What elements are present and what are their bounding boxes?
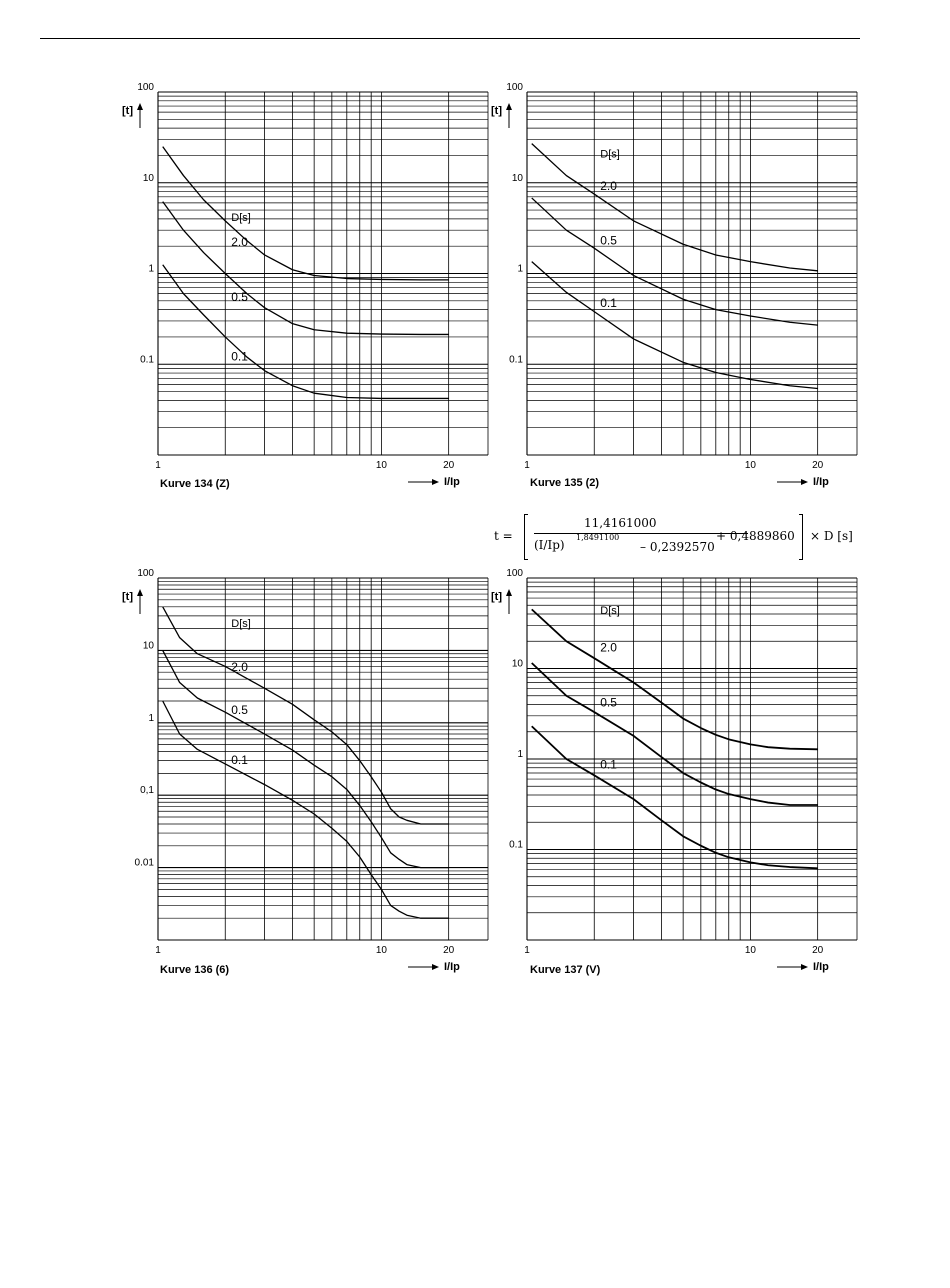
y-tick-label: 0.01 — [134, 857, 154, 869]
y-tick-label: 0.1 — [140, 354, 154, 366]
y-axis-label: [t] — [491, 591, 502, 603]
chart-caption: Kurve 135 (2) — [530, 477, 600, 489]
x-axis-label: I/Ip — [444, 961, 460, 973]
x-axis-arrowhead — [801, 964, 808, 970]
series-label-2.0: 2.0 — [231, 235, 248, 250]
x-axis-label: I/Ip — [444, 476, 460, 488]
legend-title: D[s] — [600, 605, 620, 618]
y-tick-label: 0.1 — [509, 354, 523, 366]
series-label-0.1: 0.1 — [600, 295, 617, 310]
y-tick-label: 1 — [517, 749, 523, 760]
y-axis-arrowhead — [506, 589, 512, 596]
series-label-0.5: 0.5 — [231, 289, 248, 304]
x-tick-label: 10 — [375, 945, 387, 956]
y-axis-arrowhead — [506, 103, 512, 110]
y-axis-arrowhead — [137, 103, 143, 110]
chart-caption: Kurve 136 (6) — [160, 964, 230, 976]
formula — [492, 510, 862, 560]
x-tick-label: 10 — [375, 460, 387, 471]
x-tick-label: 1 — [524, 460, 530, 471]
chart-svg — [488, 80, 860, 500]
y-tick-label: 10 — [511, 172, 523, 184]
formula-denominator-tail: – 0,2392570 — [640, 540, 715, 554]
chart-svg — [488, 566, 860, 986]
formula-right-bracket — [799, 514, 803, 560]
y-tick-label: 10 — [142, 172, 154, 184]
chart-caption: Kurve 134 (Z) — [160, 478, 230, 490]
formula-plus-term: + 0,4889860 — [716, 529, 795, 543]
x-axis-arrowhead — [801, 479, 808, 485]
grid — [527, 578, 857, 940]
formula-exponent: 1,8491100 — [576, 533, 620, 542]
series-label-0.5: 0.5 — [600, 233, 617, 248]
y-tick-label: 0.1 — [509, 839, 523, 851]
legend-title: D[s] — [231, 211, 251, 224]
series-label-0.1: 0.1 — [600, 757, 617, 772]
chart-svg — [118, 80, 490, 500]
x-axis-arrowhead — [432, 479, 439, 485]
legend-title: D[s] — [231, 618, 251, 631]
series-line-0.5 — [532, 198, 818, 325]
x-tick-label: 20 — [812, 460, 824, 471]
y-axis-arrowhead — [137, 589, 143, 596]
series-label-2.0: 2.0 — [600, 640, 617, 655]
chart-kurve-137 — [488, 566, 860, 986]
series-label-2.0: 2.0 — [600, 179, 617, 194]
series-line-2.0 — [163, 607, 449, 824]
series-label-0.5: 0.5 — [231, 702, 248, 717]
series-label-0.1: 0.1 — [231, 349, 248, 364]
y-tick-label: 1 — [148, 263, 154, 275]
y-tick-label: 10 — [511, 658, 523, 670]
y-tick-label: 1 — [517, 263, 523, 275]
series-line-0.5 — [163, 202, 449, 335]
y-tick-label: 100 — [137, 82, 154, 93]
chart-kurve-136 — [118, 566, 490, 986]
x-tick-label: 20 — [443, 945, 455, 956]
x-tick-label: 1 — [524, 945, 530, 956]
x-tick-label: 20 — [812, 945, 824, 956]
formula-denominator-base: (I/Ip) — [534, 538, 565, 552]
series-line-0.1 — [532, 262, 818, 389]
x-tick-label: 1 — [155, 945, 161, 956]
series-line-0.1 — [163, 701, 449, 918]
grid — [158, 578, 488, 940]
chart-caption: Kurve 137 (V) — [530, 964, 601, 976]
y-axis-label: [t] — [122, 591, 133, 603]
x-axis-label: I/Ip — [813, 961, 829, 973]
formula-left-bracket — [524, 514, 528, 560]
x-tick-label: 10 — [744, 945, 756, 956]
y-tick-label: 100 — [137, 568, 154, 579]
formula-numerator: 11,4161000 — [584, 516, 657, 530]
series-label-0.1: 0.1 — [231, 752, 248, 767]
legend-title: D[s] — [600, 148, 620, 161]
series-label-0.5: 0.5 — [600, 695, 617, 710]
page-top-rule — [40, 38, 860, 39]
y-axis-label: [t] — [122, 105, 133, 117]
series-line-2.0 — [163, 147, 449, 280]
series-line-2.0 — [532, 609, 818, 749]
series-line-2.0 — [532, 144, 818, 271]
y-tick-label: 100 — [506, 82, 523, 93]
x-tick-label: 10 — [744, 460, 756, 471]
x-axis-arrowhead — [432, 964, 439, 970]
formula-lhs: t = — [494, 529, 513, 543]
x-axis-label: I/Ip — [813, 476, 829, 488]
y-tick-label: 10 — [142, 640, 154, 652]
formula-times-d: × D [s] — [810, 529, 853, 543]
y-tick-label: 100 — [506, 568, 523, 579]
series-line-0.5 — [163, 650, 449, 867]
chart-kurve-135 — [488, 80, 860, 500]
y-tick-label: 1 — [148, 712, 154, 724]
series-line-0.5 — [532, 663, 818, 805]
y-axis-label: [t] — [491, 105, 502, 117]
grid — [527, 92, 857, 455]
grid — [158, 92, 488, 455]
y-tick-label: 0,1 — [140, 785, 154, 797]
x-tick-label: 20 — [443, 460, 455, 471]
chart-kurve-134 — [118, 80, 490, 500]
chart-svg — [118, 566, 490, 986]
x-tick-label: 1 — [155, 460, 161, 471]
series-label-2.0: 2.0 — [231, 659, 248, 674]
